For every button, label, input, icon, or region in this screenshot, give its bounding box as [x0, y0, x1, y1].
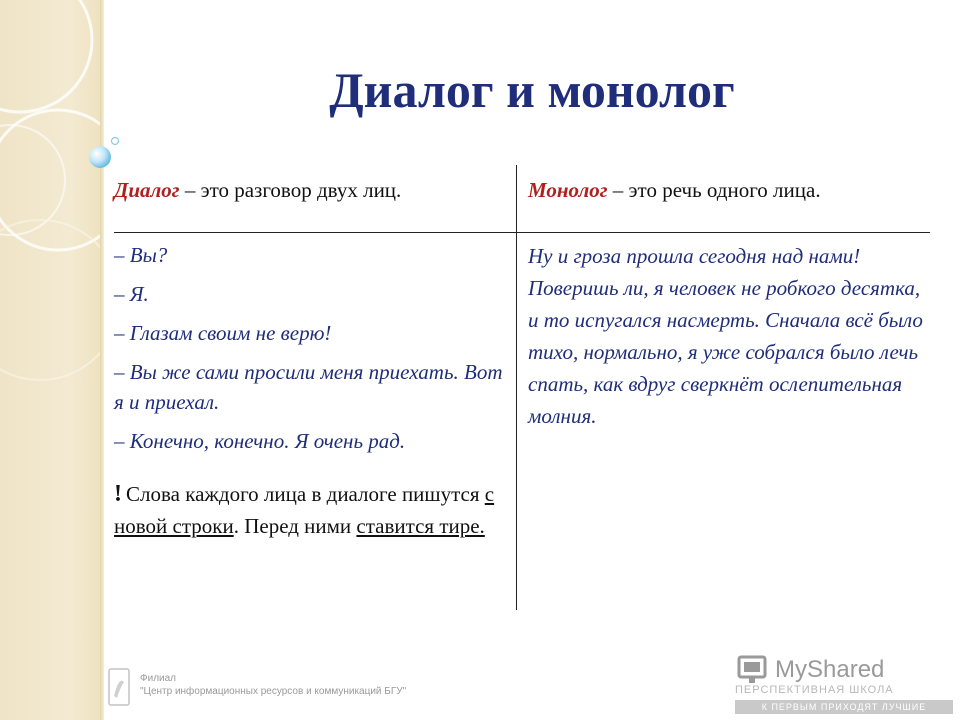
dialog-rule-note: [114, 478, 504, 542]
note-text-part2: . Перед ними: [233, 514, 357, 538]
dialog-line: – Глазам своим не верю!: [114, 321, 332, 345]
dialog-term: Диалог: [114, 178, 180, 202]
exclamation-mark: !: [114, 481, 122, 507]
myshared-logo-icon: [735, 654, 769, 688]
dialog-definition-text: – это разговор двух лиц.: [179, 178, 402, 202]
branch-logo-icon: [108, 668, 130, 706]
decorative-side-panel: [0, 0, 100, 720]
dialog-line: – Конечно, конечно. Я очень рад.: [114, 429, 406, 453]
branch-line2: "Центр информационных ресурсов и коммуникаций БГУ": [140, 686, 407, 697]
monolog-definition: [528, 176, 928, 204]
myshared-watermark: MyShared: [775, 656, 885, 683]
dialog-line: – Я.: [114, 282, 149, 306]
table-horizontal-divider: [114, 232, 930, 233]
note-text-part1: Слова каждого лица в диалоге пишутся: [126, 482, 485, 506]
dialog-line: – Вы?: [114, 243, 168, 267]
note-underline-dash: ставится тире.: [356, 514, 485, 538]
dialog-example: [114, 240, 504, 465]
branch-line1: Филиал: [140, 673, 177, 684]
watermark-area: [735, 652, 955, 716]
monolog-definition-text: – это речь одного лица.: [607, 178, 821, 202]
decorative-circles-graphic: [0, 0, 100, 720]
slogan-watermark: К ПЕРВЫМ ПРИХОДЯТ ЛУЧШИЕ: [735, 700, 953, 714]
school-watermark: ПЕРСПЕКТИВНАЯ ШКОЛА: [735, 684, 894, 696]
bubbles-decoration: [86, 136, 120, 176]
dialog-line: – Вы же сами просили меня приехать. Вот я и приехал.: [114, 360, 503, 414]
monolog-term: Монолог: [528, 178, 608, 202]
slide-title: Диалог и монолог: [329, 62, 735, 118]
monolog-example: Ну и гроза прошла сегодня над нами! Поверишь ли, я человек не робкого десятка, и то испугался насмерть. Сначала всё было тихо, нормально, я уже собрался было лечь спать, как вдруг сверкнёт ослепительная молния.: [528, 244, 923, 428]
note-underline-new-line: с новой строки: [114, 482, 495, 538]
dialog-definition: [114, 176, 504, 204]
